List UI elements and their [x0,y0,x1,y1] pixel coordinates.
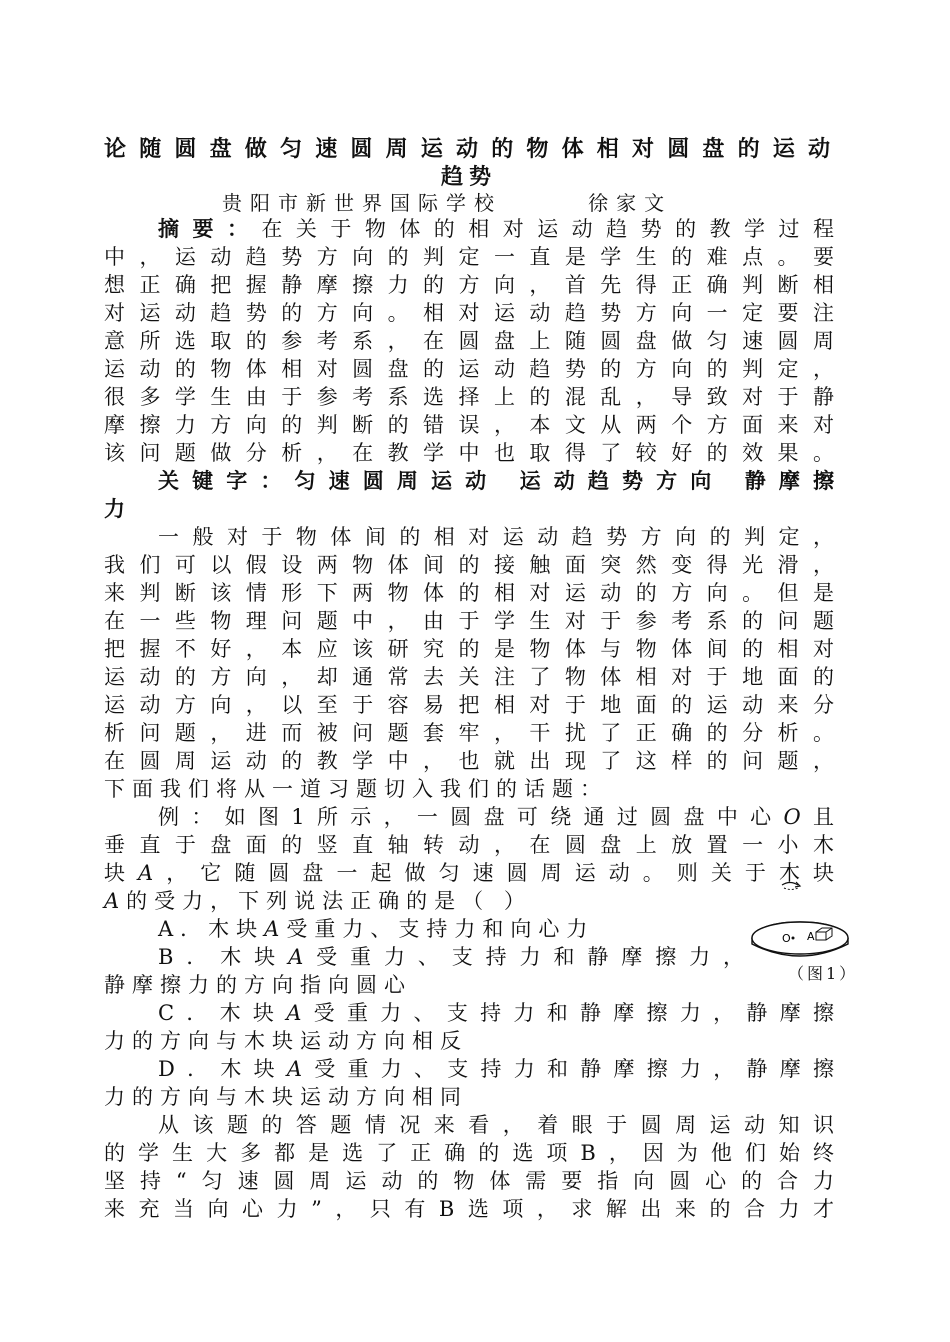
intro-line-6: 运动的方向，却通常去关注了物体相对于地面的 [104,665,834,689]
option-b-continued: 静摩擦力的方向指向圆心 [104,973,412,997]
example-line-3: 块A，它随圆盘一起做匀速圆周运动。则关于木块 [104,861,835,885]
abstract-label: 摘要： [158,216,262,241]
option-c: C．木块A受重力、支持力和静摩擦力，静摩擦 [158,1001,834,1025]
abstract-line-9: 该问题做分析，在教学中也取得了较好的效果。 [104,441,834,465]
option-d: D．木块A受重力、支持力和静摩擦力，静摩擦 [158,1057,835,1081]
analysis-line-4: 来充当向心力”，只有B选项，求解出来的合力才 [104,1197,834,1221]
intro-line-4: 在一些物理问题中，由于学生对于参考系的问题 [104,609,834,633]
abstract-line-6: 运动的物体相对圆盘的运动趋势的方向的判定， [104,357,834,381]
example-line-2: 垂直于盘面的竖直轴转动，在圆盘上放置一小木 [104,833,834,857]
intro-line-7: 运动方向，以至于容易把相对于地面的运动来分 [104,693,834,717]
intro-line-8: 析问题，进而被问题套牢，干扰了正确的分析。 [104,721,834,745]
abstract-line-2: 中，运动趋势方向的判定一直是学生的难点。要 [104,245,834,269]
block-label: A [807,930,815,943]
block-icon [816,928,832,940]
title-line-1: 论随圆盘做匀速圆周运动的物体相对圆盘的运动 [104,136,834,162]
author-line: 贵阳市新世界国际学校 徐家文 [222,191,673,215]
abstract-line-4: 对运动趋势的方向。相对运动趋势方向一定要注 [104,301,834,325]
intro-line-2: 我们可以假设两物体间的接触面突然变得光滑， [104,553,834,577]
abstract-line-5: 意所选取的参考系，在圆盘上随圆盘做匀速圆周 [104,329,834,353]
abstract-line-7: 很多学生由于参考系选择上的混乱，导致对于静 [104,385,834,409]
title-line-2: 趋势 [440,164,497,190]
keywords-line-1: 关键字：匀速圆周运动 运动趋势方向 静摩擦 [158,468,834,493]
abstract-line-3: 想正确把握静摩擦力的方向，首先得正确判断相 [104,273,834,297]
analysis-line-2: 的学生大多都是选了正确的选项B，因为他们始终 [104,1141,834,1165]
figure-caption: （图1） [788,964,859,983]
center-label: O [782,932,791,945]
keywords-line-2: 力 [104,496,132,521]
option-b: B．木块A受重力、支持力和静摩擦力， [158,945,745,969]
option-a: A．木块A受重力、支持力和向心力 [158,917,595,941]
option-d-continued: 力的方向与木块运动方向相同 [104,1085,468,1109]
intro-line-9: 在圆周运动的教学中，也就出现了这样的问题， [104,749,834,773]
option-c-continued: 力的方向与木块运动方向相反 [104,1029,468,1053]
example-line-4: A的受力，下列说法正确的是（ ） [104,889,532,913]
analysis-line-3: 坚持“匀速圆周运动的物体需要指向圆心的合力 [104,1169,834,1193]
rotation-arrow-icon [782,883,798,886]
intro-line-3: 来判断该情形下两物体的相对运动的方向。但是 [104,581,834,605]
intro-line-10: 下面我们将从一道习题切入我们的话题： [104,777,608,801]
example-line-1: 例：如图1所示，一圆盘可绕通过圆盘中心O且 [158,805,835,829]
center-dot [792,937,795,940]
intro-line-1: 一般对于物体间的相对运动趋势方向的判定， [158,525,834,549]
intro-line-5: 把握不好，本应该研究的是物体与物体间的相对 [104,637,834,661]
abstract-line-1: 摘要：在关于物体的相对运动趋势的教学过程 [158,216,834,241]
analysis-line-1: 从该题的答题情况来看，着眼于圆周运动知识 [158,1113,834,1137]
abstract-line-8: 摩擦力方向的判断的错误，本文从两个方面来对 [104,413,834,437]
